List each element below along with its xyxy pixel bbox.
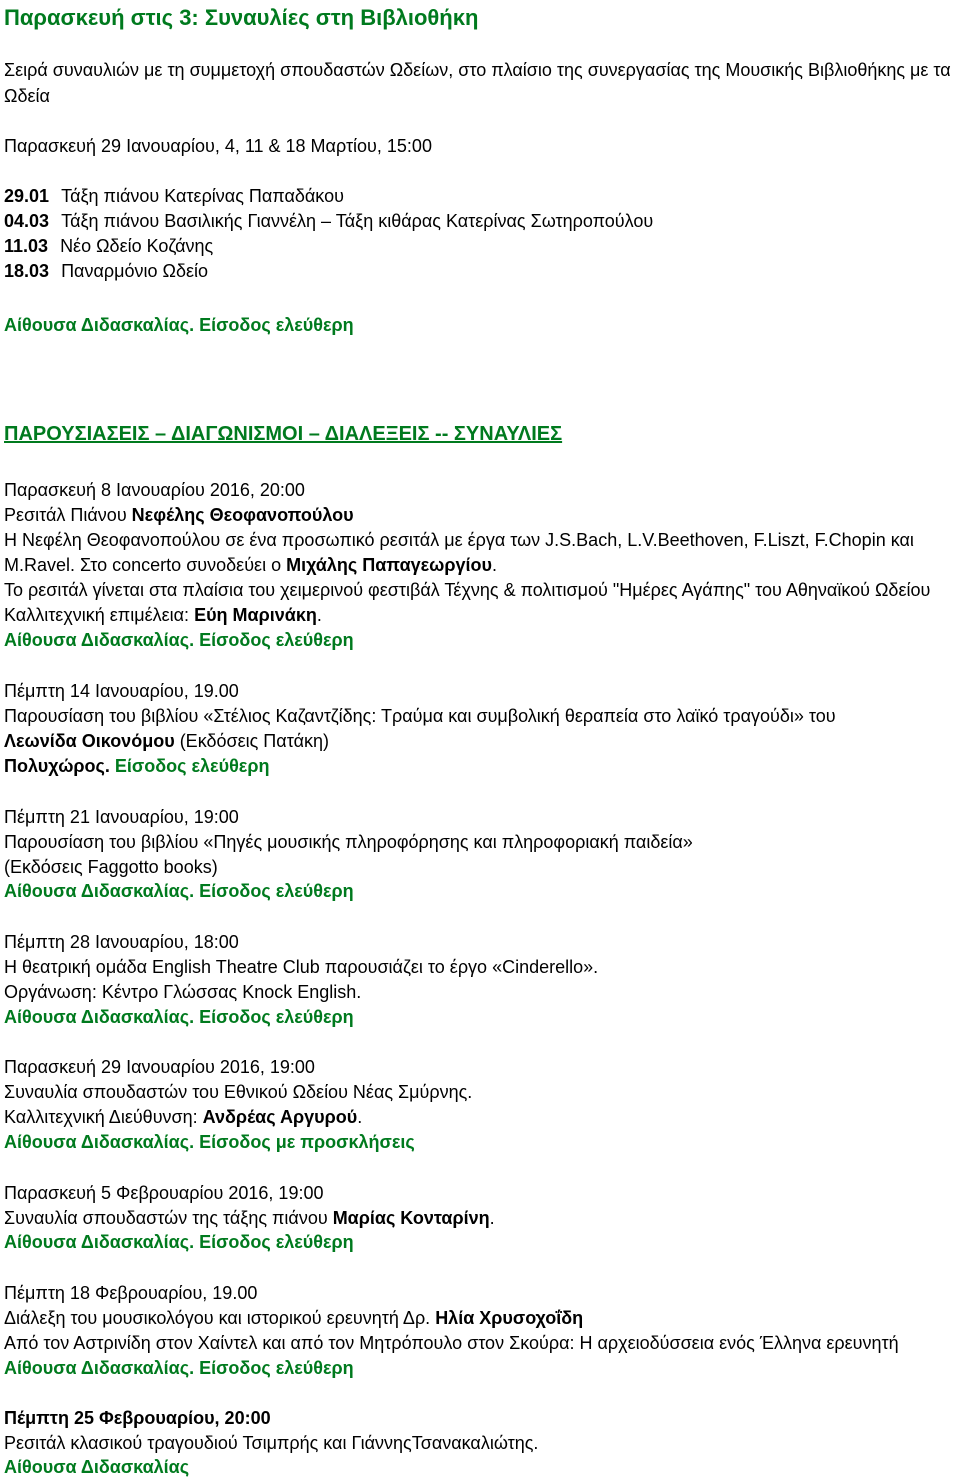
event-line: Ρεσιτάλ κλασικού τραγουδιού Τσιμπρής και ΓιάννηςΤσανακαλιώτης. (4, 1433, 539, 1453)
venue: Αίθουσα Διδασκαλίας. (4, 315, 195, 335)
event-date: Παρασκευή 8 Ιανουαρίου 2016, 20:00 (4, 480, 305, 500)
entry-info: Είσοδος ελεύθερη (199, 630, 354, 650)
event-venue-line (4, 754, 269, 778)
venue: Πολυχώρος. (4, 756, 110, 776)
schedule-item (4, 259, 208, 283)
event-text: . (357, 1107, 363, 1127)
entry-info: Είσοδος ελεύθερη (199, 881, 354, 901)
event-line (4, 729, 329, 753)
schedule-month: .01 (24, 186, 50, 206)
event-text: M.Ravel. Στο concerto συνοδεύει ο (4, 555, 287, 575)
event-venue-line (4, 1005, 354, 1029)
event-venue-line (4, 628, 354, 652)
venue: Αίθουσα Διδασκαλίας. (4, 1007, 195, 1027)
event-line (4, 553, 497, 577)
intro-dates: Παρασκευή 29 Ιανουαρίου, 4, 11 & 18 Μαρτίου, 15:00 (4, 136, 432, 156)
event-venue-line (4, 1230, 354, 1254)
entry-info: Είσοδος ελεύθερη (199, 1232, 354, 1252)
event-line (4, 503, 354, 527)
schedule-text: Τάξη πιάνου Βασιλικής Γιαννέλη – Τάξη κιθάρας Κατερίνας Σωτηροπούλου (61, 211, 654, 231)
event-text: . (492, 555, 498, 575)
curator-name: Εύη Μαρινάκη (194, 605, 317, 625)
venue: Αίθουσα Διδασκαλίας. (4, 630, 195, 650)
event-text: Ρεσιτάλ Πιάνου (4, 505, 132, 525)
entry-info: Είσοδος ελεύθερη (199, 1358, 354, 1378)
event-text: Διάλεξη του μουσικολόγου και ιστορικού ερευνητή Δρ. (4, 1308, 436, 1328)
event-line (4, 1306, 583, 1330)
venue: Αίθουσα Διδασκαλίας. (4, 1358, 195, 1378)
event-date: Πέμπτη 25 Φεβρουαρίου, 20:00 (4, 1408, 271, 1428)
schedule-day: 18 (4, 261, 25, 281)
entry-info: Είσοδος ελεύθερη (114, 756, 270, 776)
event-venue-line (4, 1455, 189, 1479)
schedule-day: 04 (4, 211, 25, 231)
schedule-item (4, 209, 653, 233)
event-line: (Εκδόσεις Faggotto books) (4, 857, 218, 877)
event-line: Συναυλία σπουδαστών του Εθνικού Ωδείου Νέας Σμύρνης. (4, 1082, 473, 1102)
section-heading: ΠΑΡΟΥΣΙΑΣΕΙΣ – ΔΙΑΓΩΝΙΣΜΟΙ – ΔΙΑΛΕΞΕΙΣ -- ΣΥΝΑΥΛΙΕΣ (4, 423, 563, 445)
performer-name: Νεφέλης Θεοφανοπούλου (131, 505, 354, 525)
event-line: Από τον Αστρινίδη στον Χαίντελ και από τον Μητρόπουλο στον Σκούρα: Η αρχειοδύσσεια ενός Έλληνα ερευνητή (4, 1333, 899, 1353)
event-date: Πέμπτη 28 Ιανουαρίου, 18:00 (4, 932, 239, 952)
event-text: . (316, 605, 322, 625)
event-line: Παρουσίαση του βιβλίου «Πηγές μουσικής πληροφόρησης και πληροφοριακή παιδεία» (4, 832, 693, 852)
event-line: Οργάνωση: Κέντρο Γλώσσας Knock English. (4, 982, 362, 1002)
event-line (4, 603, 322, 627)
teacher-name: Μαρίας Κονταρίνη (332, 1208, 490, 1228)
event-line: Η Νεφέλη Θεοφανοπούλου σε ένα προσωπικό ρεσιτάλ με έργα των J.S.Bach, L.V.Beethoven, F.Liszt, F.Chopin και (4, 530, 914, 550)
schedule-day: 29 (4, 186, 25, 206)
schedule-text: Παναρμόνιο Ωδείο (61, 261, 209, 281)
intro-description-line-1: Σειρά συναυλιών με τη συμμετοχή σπουδαστών Ωδείων, στο πλαίσιο της συνεργασίας της Μουσικής Βιβλιοθήκης με τα (4, 60, 951, 80)
intro-venue-line (4, 313, 354, 337)
page-title: Παρασκευή στις 3: Συναυλίες στη Βιβλιοθήκη (4, 5, 479, 30)
event-line: Παρουσίαση του βιβλίου «Στέλιος Καζαντζίδης: Τραύμα και συμβολική θεραπεία στο λαϊκό τραγούδι» του (4, 706, 836, 726)
entry-info: Είσοδος ελεύθερη (199, 315, 354, 335)
schedule-month: .03 (24, 211, 50, 231)
event-line: Το ρεσιτάλ γίνεται στα πλαίσια του χειμερινού φεστιβάλ Τέχνης & πολιτισμού "Ημέρες Αγάπης" του Αθηναϊκού Ωδείου (4, 580, 931, 600)
event-line (4, 1206, 495, 1230)
schedule-month: .03 (23, 236, 49, 256)
venue: Αίθουσα Διδασκαλίας. (4, 1232, 195, 1252)
speaker-name: Ηλία Χρυσοχοΐδη (435, 1308, 584, 1328)
director-name: Ανδρέας Αργυρού (202, 1107, 358, 1127)
event-venue-line (4, 1356, 354, 1380)
schedule-text: Τάξη πιάνου Κατερίνας Παπαδάκου (61, 186, 344, 206)
event-text: Καλλιτεχνική επιμέλεια: (4, 605, 195, 625)
event-line: Η θεατρική ομάδα English Theatre Club παρουσιάζει το έργο «Cinderello». (4, 957, 599, 977)
event-date: Παρασκευή 29 Ιανουαρίου 2016, 19:00 (4, 1057, 315, 1077)
schedule-month: .03 (24, 261, 50, 281)
venue: Αίθουσα Διδασκαλίας (4, 1457, 190, 1477)
event-line (4, 1105, 362, 1129)
entry-info: Είσοδος ελεύθερη (199, 1007, 354, 1027)
author-name: Λεωνίδα Οικονόμου (4, 731, 175, 751)
accompanist-name: Μιχάλης Παπαγεωργίου (286, 555, 493, 575)
event-venue-line (4, 879, 354, 903)
event-date: Πέμπτη 21 Ιανουαρίου, 19:00 (4, 807, 239, 827)
event-text: (Εκδόσεις Πατάκη) (174, 731, 329, 751)
schedule-item (4, 234, 213, 258)
venue: Αίθουσα Διδασκαλίας. (4, 1132, 195, 1152)
event-date: Πέμπτη 18 Φεβρουαρίου, 19.00 (4, 1283, 258, 1303)
event-date: Παρασκευή 5 Φεβρουαρίου 2016, 19:00 (4, 1183, 324, 1203)
event-date: Πέμπτη 14 Ιανουαρίου, 19.00 (4, 681, 239, 701)
event-text: Καλλιτεχνική Διεύθυνση: (4, 1107, 203, 1127)
intro-description-line-2: Ωδεία (4, 86, 50, 106)
event-venue-line (4, 1130, 415, 1154)
schedule-item (4, 184, 344, 208)
event-text: Συναυλία σπουδαστών της τάξης πιάνου (4, 1208, 333, 1228)
venue: Αίθουσα Διδασκαλίας. (4, 881, 195, 901)
event-text: . (489, 1208, 495, 1228)
entry-info: Είσοδος με προσκλήσεις (199, 1132, 415, 1152)
schedule-text: Νέο Ωδείο Κοζάνης (60, 236, 214, 256)
schedule-day: 11 (4, 236, 24, 256)
